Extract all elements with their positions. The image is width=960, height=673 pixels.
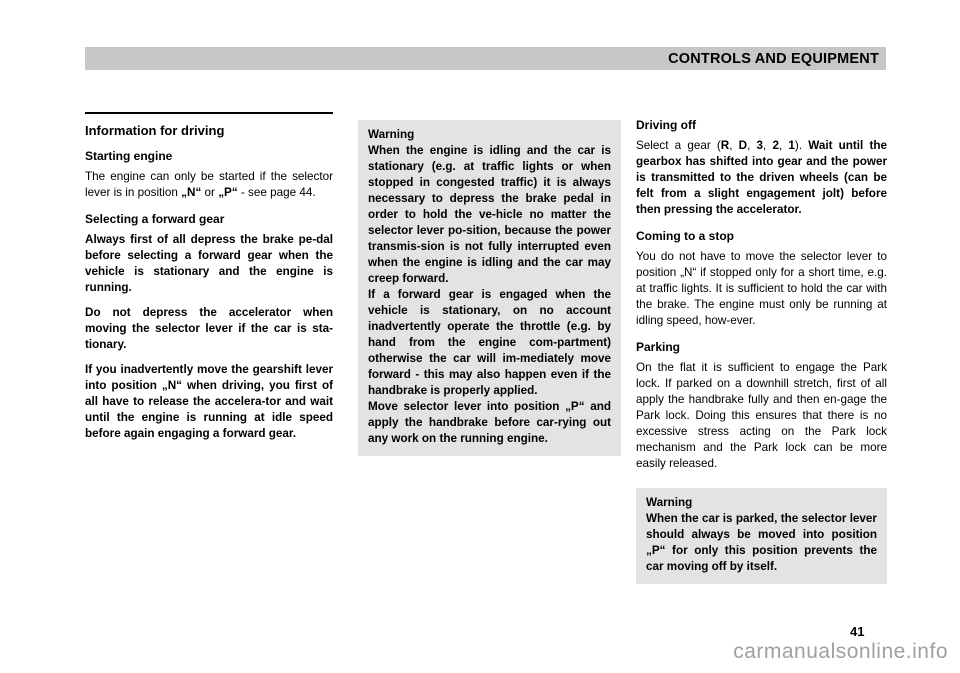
warning-title: Warning	[646, 496, 693, 509]
text-run: The engine can only be started if the selector lever is in position	[85, 170, 333, 199]
warning-title: Warning	[368, 128, 415, 141]
text-run: „N“	[181, 186, 202, 199]
warning-paragraph-1: When the engine is idling and the car is stationary (e.g. at traffic lights or when stopped in congested traffic) it is always necessary to depress the brake pedal in order to hold the ve-hicle no matter the selector lever po-sition, because the power transmis-sion is not fully interrupted even when the engine is idling and the car may creep forward.	[368, 144, 611, 285]
paragraph-forward-gear-3: If you inadvertently move the gearshift lever into position „N“ when driving, you first of all have to release the accelera-tor and wait until the engine is running at idle speed before again engaging a forward gear.	[85, 363, 333, 440]
section-header-title: CONTROLS AND EQUIPMENT	[668, 50, 879, 67]
right-column	[636, 118, 887, 584]
warning-paragraph: When the car is parked, the selector lever should always be moved into position „P“ for only this position prevents the car moving off by itself.	[646, 512, 877, 573]
text-run: ,	[729, 139, 739, 152]
warning-paragraph-3: Move selector lever into position „P“ and apply the handbrake before car-rying out any work on the running engine.	[368, 400, 611, 445]
paragraph-driving-off	[636, 138, 887, 218]
text-run: Select a gear (	[636, 139, 721, 152]
warning-box-parking	[636, 488, 887, 584]
text-run: ,	[778, 139, 789, 152]
text-run: 2	[772, 139, 779, 152]
subheading-starting-engine: Starting engine	[85, 149, 173, 163]
subheading-driving-off: Driving off	[636, 118, 696, 132]
text-run: R	[720, 139, 730, 152]
subheading-forward-gear: Selecting a forward gear	[85, 212, 225, 226]
text-run: or	[201, 186, 219, 199]
text-run: ).	[794, 139, 809, 152]
paragraph-parking: On the flat it is sufficient to engage the Park lock. If parked on a downhill stretch, first of all apply the handbrake fully and then en-gage the Park lock. Doing this ensures that there is no excessive stress acting on the Park lock mechanism and the Park lock can be more easily released.	[636, 361, 887, 470]
subheading-parking: Parking	[636, 340, 681, 354]
text-run: 1	[788, 139, 795, 152]
paragraph-forward-gear-2: Do not depress the accelerator when moving the selector lever if the car is sta-tionary.	[85, 306, 333, 351]
warning-box-center	[358, 120, 621, 456]
left-column	[85, 112, 333, 451]
text-run: „P“	[218, 186, 238, 199]
subheading-coming-to-stop: Coming to a stop	[636, 229, 734, 243]
text-run: - see page 44.	[237, 186, 316, 199]
page-heading: Information for driving	[85, 123, 225, 138]
text-run: ,	[763, 139, 773, 152]
text-run: D	[738, 139, 748, 152]
paragraph-forward-gear-1: Always first of all depress the brake pe-dal before selecting a forward gear when the vehicle is stationary and the engine is running.	[85, 233, 333, 294]
section-header-bar	[85, 47, 886, 70]
divider-rule	[85, 112, 333, 114]
watermark: carmanualsonline.info	[733, 640, 948, 663]
text-run: 3	[756, 139, 764, 152]
page-number: 41	[850, 624, 865, 639]
warning-paragraph-2: If a forward gear is engaged when the vehicle is stationary, on no account inadvertently operate the throttle (e.g. by hand from the engine com-partment) otherwise the car will im-mediately move forward - this may also happen even if the handbrake is properly applied.	[368, 288, 611, 397]
paragraph-starting-engine	[85, 169, 333, 201]
text-run: Wait until the gearbox has shifted into gear and the power is transmitted to the driven wheels (can be felt from a slight engagement jolt) before then pressing the accelerator.	[636, 139, 888, 216]
text-run: ,	[747, 139, 757, 152]
paragraph-coming-to-stop: You do not have to move the selector lever to position „N“ if stopped only for a short time, e.g. at traffic lights. It is sufficient to hold the car with the brake. The engine must only be running at idling speed, how-ever.	[636, 250, 887, 327]
